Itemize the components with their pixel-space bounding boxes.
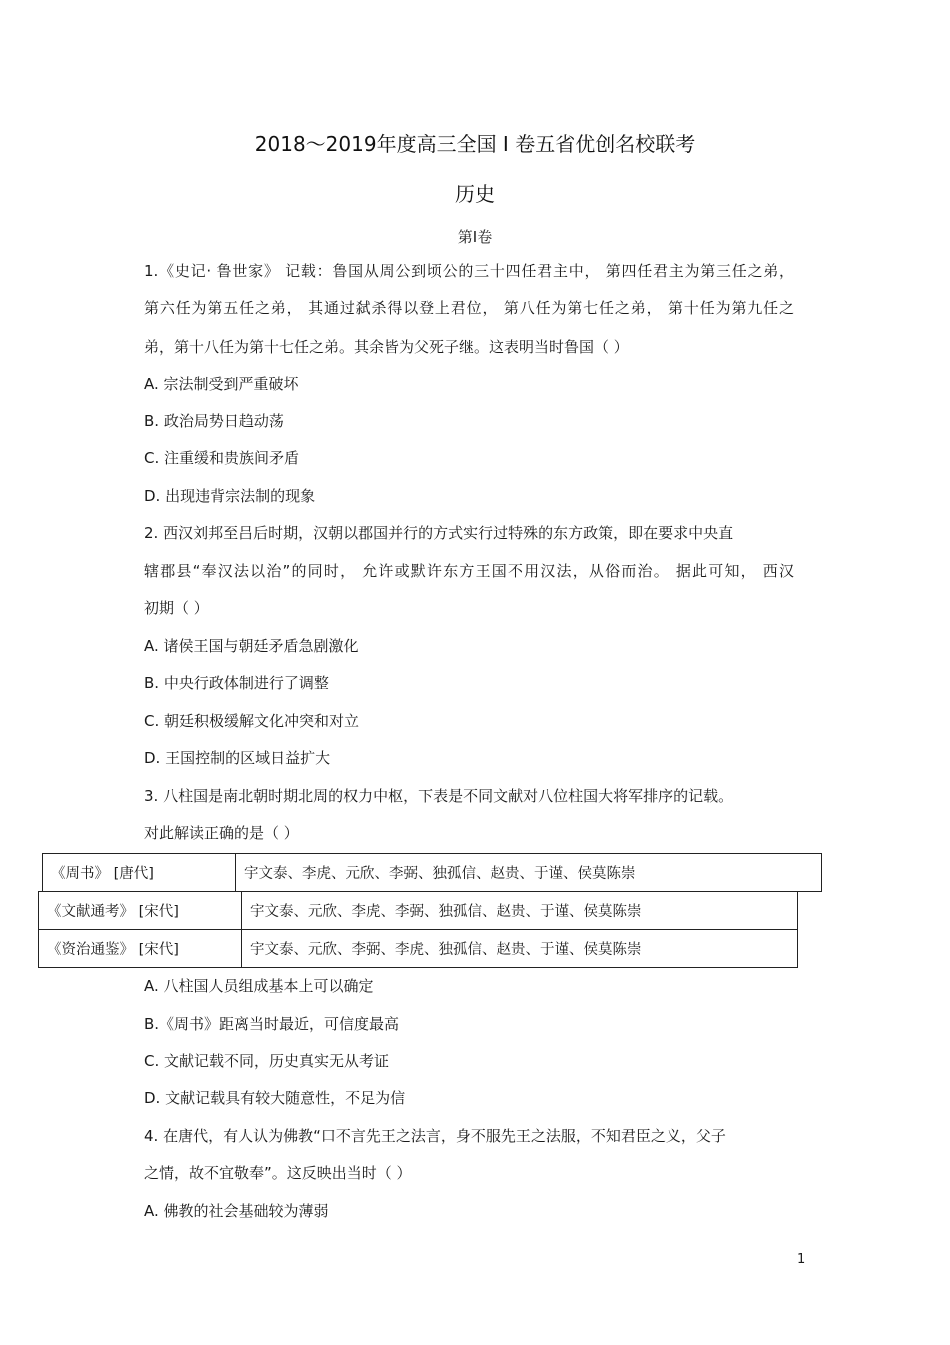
q1-stem-line-1: 1.《史记· 鲁世家》 记载：鲁国从周公到顷公的三十四任君主中， 第四任君主为第三任之弟， [144, 262, 794, 280]
q2-stem-line-1: 2. 西汉刘邦至吕后时期，汉朝以郡国并行的方式实行过特殊的东方政策，即在要求中央直 [144, 524, 734, 542]
q3-option-b: B.《周书》距离当时最近，可信度最高 [144, 1015, 400, 1033]
table-cell-source: 《文献通考》 [宋代] [39, 892, 242, 930]
q1-option-c: C. 注重缓和贵族间矛盾 [144, 449, 300, 467]
table-cell-source: 《周书》 [唐代] [43, 854, 236, 892]
q4-option-a: A. 佛教的社会基础较为薄弱 [144, 1202, 329, 1220]
q2-stem-line-2: 辖郡县“奉汉法以治”的同时， 允许或默许东方王国不用汉法，从俗而治。 据此可知， 西汉 [144, 562, 794, 580]
section-heading: 第Ⅰ卷 [457, 228, 493, 246]
q1-option-a: A. 宗法制受到严重破坏 [144, 375, 299, 393]
q2-option-a: A. 诸侯王国与朝廷矛盾急剧激化 [144, 637, 359, 655]
subject-heading: 历史 [455, 182, 495, 206]
q3-option-a: A. 八柱国人员组成基本上可以确定 [144, 977, 374, 995]
table-cell-source: 《资治通鉴》 [宋代] [39, 930, 242, 968]
q3-table-row-1 [42, 853, 822, 892]
q2-option-b: B. 中央行政体制进行了调整 [144, 674, 329, 692]
q1-stem-line-3: 弟，第十八任为第十七任之弟。其余皆为父死子继。这表明当时鲁国（ ） [144, 338, 629, 356]
q1-option-d: D. 出现违背宗法制的现象 [144, 487, 316, 505]
q3-table-rows-2-3 [38, 891, 798, 968]
table-cell-order: 宇文泰、李虎、元欣、李弼、独孤信、赵贵、于谨、侯莫陈崇 [236, 854, 822, 892]
q1-option-b: B. 政治局势日趋动荡 [144, 412, 284, 430]
q3-stem-line-1: 3. 八柱国是南北朝时期北周的权力中枢，下表是不同文献对八位柱国大将军排序的记载。 [144, 787, 734, 805]
document-title: 2018～2019年度高三全国 Ⅰ 卷五省优创名校联考 [254, 132, 696, 156]
table-cell-order: 宇文泰、元欣、李虎、李弼、独孤信、赵贵、于谨、侯莫陈崇 [242, 892, 798, 930]
table-cell-order: 宇文泰、元欣、李弼、李虎、独孤信、赵贵、于谨、侯莫陈崇 [242, 930, 798, 968]
q2-option-c: C. 朝廷积极缓解文化冲突和对立 [144, 712, 360, 730]
q3-stem-line-2: 对此解读正确的是（ ） [144, 824, 299, 842]
q2-stem-line-3: 初期（ ） [144, 599, 209, 617]
q2-option-d: D. 王国控制的区域日益扩大 [144, 749, 331, 767]
q3-option-d: D. 文献记载具有较大随意性，不足为信 [144, 1089, 406, 1107]
q1-stem-line-2: 第六任为第五任之弟， 其通过弑杀得以登上君位， 第八任为第七任之弟， 第十任为第九任之 [144, 299, 794, 317]
q4-stem-line-2: 之情，故不宜敬奉”。这反映出当时（ ） [144, 1164, 412, 1182]
q3-option-c: C. 文献记载不同，历史真实无从考证 [144, 1052, 390, 1070]
q4-stem-line-1: 4. 在唐代，有人认为佛教“口不言先王之法言，身不服先王之法服，不知君臣之义，父子 [144, 1127, 726, 1145]
page-number: 1 [797, 1252, 806, 1267]
